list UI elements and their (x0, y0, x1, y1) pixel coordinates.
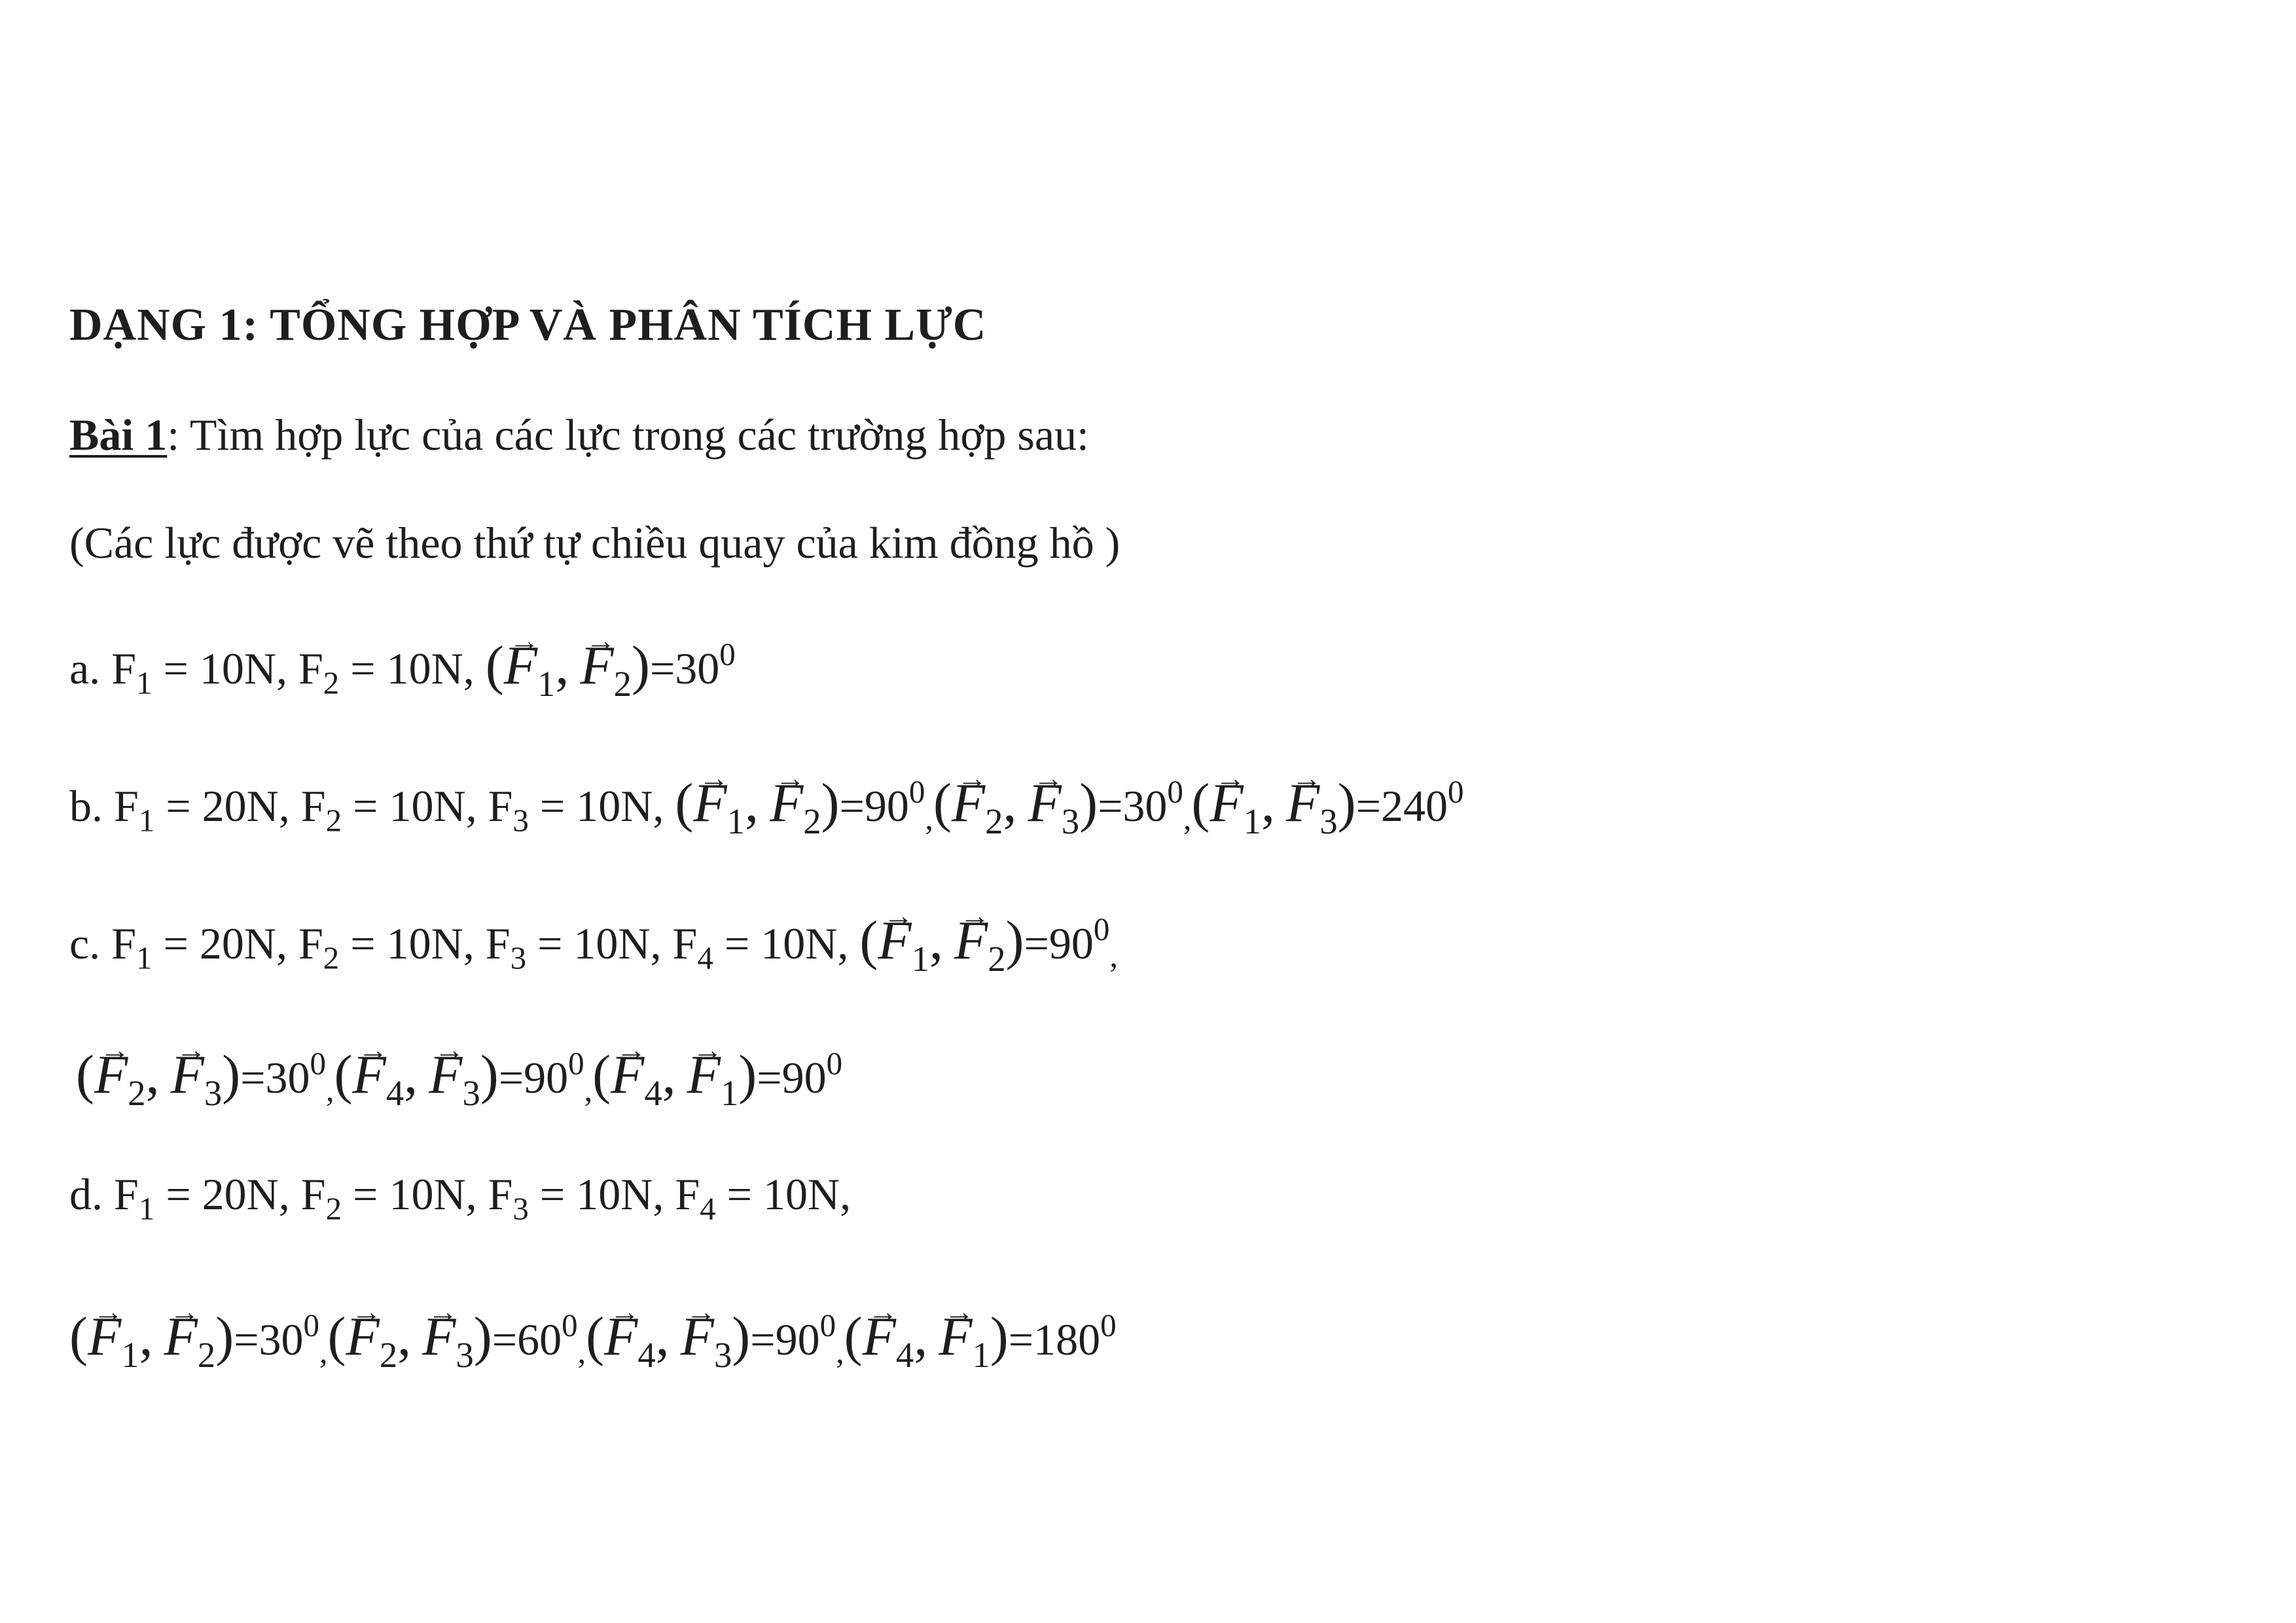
force-value: 10N (389, 1169, 466, 1219)
force-value: 20N (199, 919, 276, 968)
degree-mark: 0 (826, 1045, 843, 1082)
item-d (69, 1169, 852, 1227)
force-vector: → $F_2$ (954, 913, 1006, 977)
force-index: 3 (512, 1190, 529, 1227)
comma: , (326, 1071, 334, 1108)
comma: , (278, 1169, 290, 1219)
force-symbol: F (485, 919, 511, 968)
vector-comma: , (655, 1306, 670, 1367)
force-vector: → $F_1$ (878, 913, 929, 977)
force-value: 10N (761, 919, 838, 968)
force-vector: → $F_1$ (88, 1309, 139, 1374)
degree-mark: 0 (568, 1045, 584, 1082)
equals-sign: = (750, 1315, 776, 1364)
angle-value: 240 (1380, 781, 1448, 831)
vector-comma: , (662, 1044, 676, 1105)
vector-index: 2 (803, 801, 821, 842)
vector-index: 3 (462, 1073, 480, 1114)
force-vector: → $F_4$ (604, 1309, 656, 1374)
force-vector: → $F_2$ (346, 1309, 398, 1374)
equals-sign: = (539, 1169, 565, 1219)
exercise-prompt (69, 410, 1089, 460)
open-paren: ( (859, 910, 878, 971)
degree-mark: 0 (819, 1307, 836, 1343)
open-paren: ( (76, 1044, 94, 1105)
force-value: 10N (386, 919, 463, 968)
force-symbol: F (300, 781, 326, 831)
force-vector: → $F_2$ (580, 638, 632, 702)
force-index: 1 (138, 802, 155, 839)
close-paren: ) (821, 773, 840, 833)
open-paren: ( (1191, 773, 1210, 833)
angle-value: 90 (781, 1053, 827, 1103)
open-paren: ( (69, 1306, 88, 1367)
angle-pair (1191, 773, 1464, 842)
close-paren: ) (1079, 773, 1098, 833)
comma: , (577, 1333, 586, 1370)
force-symbol: F (672, 919, 698, 968)
vector-index: 1 (720, 1073, 739, 1114)
item-prefix: a. (69, 644, 101, 693)
vector-index: 4 (644, 1073, 662, 1114)
force-vector: → $F_2$ (952, 776, 1003, 840)
force-vector: → $F_4$ (353, 1048, 404, 1112)
angle-value: 30 (1122, 781, 1168, 831)
vector-comma: , (1261, 773, 1275, 833)
degree-mark: 0 (562, 1307, 578, 1343)
close-paren: ) (738, 1044, 757, 1105)
degree-mark: 0 (719, 636, 736, 672)
vector-comma: , (914, 1306, 928, 1367)
vector-index: 2 (379, 1335, 398, 1376)
force-symbol: F (488, 781, 513, 831)
degree-mark: 0 (1100, 1307, 1117, 1343)
force-index: 3 (512, 802, 529, 839)
equals-sign: = (353, 1169, 378, 1219)
equals-sign: = (163, 919, 188, 968)
force-index: 1 (136, 665, 152, 701)
vector-index: 2 (988, 939, 1006, 979)
force-vector: → $F_1$ (939, 1309, 990, 1374)
close-paren: ) (631, 635, 650, 696)
exercise-label: Bài 1 (69, 410, 168, 460)
vector-comma: , (404, 1044, 418, 1105)
vector-index: 3 (1061, 801, 1080, 842)
force-vector: → $F_2$ (164, 1309, 216, 1374)
open-paren: ( (675, 773, 694, 833)
open-paren: ( (327, 1306, 346, 1367)
force-index: 4 (700, 1190, 716, 1227)
item-b (69, 773, 1464, 842)
force-symbol: F (488, 1169, 513, 1219)
vector-comma: , (139, 1306, 153, 1367)
vector-comma: , (145, 1044, 160, 1105)
angle-value: 30 (259, 1315, 304, 1364)
item-c (69, 910, 1118, 979)
force-value: 10N (199, 644, 276, 693)
equals-sign: = (1098, 781, 1123, 831)
angle-pair (327, 1306, 578, 1376)
force-vector: → $F_4$ (863, 1309, 914, 1374)
comma: , (463, 644, 475, 693)
angle-value: 90 (775, 1315, 820, 1364)
comma: , (653, 781, 664, 831)
comma: , (278, 781, 290, 831)
comma: , (840, 1169, 852, 1219)
comma: , (276, 919, 287, 968)
comma: , (650, 919, 662, 968)
item-prefix: b. (69, 781, 103, 831)
degree-mark: 0 (1447, 773, 1464, 810)
force-symbol: F (300, 1169, 326, 1219)
close-paren: ) (990, 1306, 1009, 1367)
equals-sign: = (350, 644, 376, 693)
equals-sign: = (166, 1169, 191, 1219)
vector-index: 2 (985, 801, 1003, 842)
force-vector: → $F_3$ (1028, 776, 1079, 840)
force-value: 20N (202, 781, 279, 831)
force-value: 10N (576, 781, 653, 831)
vector-index: 2 (128, 1073, 146, 1114)
force-vector: → $F_4$ (611, 1048, 662, 1112)
force-vector: → $F_3$ (429, 1048, 480, 1112)
equals-sign: = (1008, 1315, 1034, 1364)
equals-sign: = (234, 1315, 259, 1364)
force-symbol: F (111, 919, 137, 968)
vector-index: 4 (895, 1335, 914, 1376)
force-vector: → $F_2$ (770, 776, 821, 840)
equals-sign: = (726, 1169, 753, 1219)
force-vector: → $F_3$ (422, 1309, 474, 1374)
angle-pair (586, 1306, 836, 1376)
equals-sign: = (166, 781, 191, 831)
comma: , (276, 644, 287, 693)
force-symbol: F (111, 644, 137, 693)
vector-comma: , (397, 1306, 412, 1367)
force-symbol: F (114, 781, 139, 831)
open-paren: ( (592, 1044, 611, 1105)
comma: , (584, 1071, 593, 1108)
exercise-prompt-text: : Tìm hợp lực của các lực trong các trường hợp sau: (167, 410, 1089, 460)
force-value: 10N (763, 1169, 840, 1219)
force-symbol: F (114, 1169, 139, 1219)
angle-pair (859, 910, 1110, 979)
angle-pair (334, 1044, 584, 1114)
vector-index: 1 (911, 939, 929, 979)
section-heading: DẠNG 1: TỔNG HỢP VÀ PHÂN TÍCH LỰC (69, 300, 987, 350)
vector-index: 1 (121, 1335, 139, 1376)
vector-comma: , (744, 773, 759, 833)
vector-comma: , (555, 635, 569, 696)
vector-index: 3 (1319, 801, 1338, 842)
close-paren: ) (480, 1044, 499, 1105)
angle-pair (76, 1044, 327, 1114)
equals-sign: = (839, 781, 865, 831)
angle-pair (592, 1044, 843, 1114)
vector-index: 3 (713, 1335, 732, 1376)
open-paren: ( (334, 1044, 353, 1105)
angle-value: 30 (265, 1053, 310, 1103)
comma: , (653, 1169, 664, 1219)
force-value: 10N (386, 644, 463, 693)
open-paren: ( (586, 1306, 605, 1367)
angle-value: 90 (524, 1053, 569, 1103)
force-vector: → $F_1$ (504, 638, 556, 702)
vector-index: 4 (386, 1073, 404, 1114)
vector-comma: , (929, 910, 943, 971)
comma: , (925, 799, 933, 837)
force-vector: → $F_3$ (171, 1048, 223, 1112)
comma: , (836, 1333, 844, 1370)
angle-pair (933, 773, 1183, 842)
close-paren: ) (473, 1306, 492, 1367)
vector-index: 2 (197, 1335, 216, 1376)
equals-sign: = (1355, 781, 1381, 831)
angle-pair (675, 773, 925, 842)
force-symbol: F (675, 1169, 700, 1219)
open-paren: ( (844, 1306, 863, 1367)
force-vector: → $F_1$ (693, 776, 745, 840)
equals-sign: = (492, 1315, 518, 1364)
item-prefix: d. (69, 1169, 103, 1219)
open-paren: ( (485, 635, 504, 696)
item-prefix: c. (69, 919, 101, 968)
comma: , (465, 781, 477, 831)
close-paren: ) (1337, 773, 1356, 833)
angle-value: 60 (517, 1315, 562, 1364)
degree-mark: 0 (908, 773, 925, 810)
comma: , (319, 1333, 328, 1370)
close-paren: ) (222, 1044, 241, 1105)
angle-value: 180 (1033, 1315, 1101, 1364)
force-vector: → $F_3$ (681, 1309, 732, 1374)
angle-value: 90 (1049, 919, 1094, 968)
item-c-continued (76, 1044, 843, 1114)
force-index: 2 (325, 802, 342, 839)
equals-sign: = (757, 1053, 782, 1103)
equals-sign: = (353, 781, 378, 831)
equals-sign: = (649, 644, 675, 693)
equals-sign: = (163, 644, 188, 693)
force-value: 10N (576, 1169, 653, 1219)
angle-pair (844, 1306, 1117, 1376)
open-paren: ( (933, 773, 952, 833)
equals-sign: = (498, 1053, 524, 1103)
equals-sign: = (724, 919, 750, 968)
item-d-continued (69, 1306, 1117, 1376)
vector-index: 2 (613, 664, 632, 704)
force-index: 2 (325, 1190, 342, 1227)
degree-mark: 0 (1093, 911, 1110, 947)
equals-sign: = (350, 919, 376, 968)
close-paren: ) (732, 1306, 751, 1367)
equals-sign: = (1024, 919, 1049, 968)
force-index: 4 (697, 939, 713, 976)
force-value: 10N (573, 919, 651, 968)
item-a (69, 635, 736, 704)
force-vector: → $F_3$ (1286, 776, 1338, 840)
force-index: 3 (510, 939, 527, 976)
force-index: 1 (136, 939, 152, 976)
force-index: 2 (323, 939, 340, 976)
close-paren: ) (1005, 910, 1024, 971)
force-symbol: F (298, 919, 323, 968)
vector-index: 3 (204, 1073, 223, 1114)
vector-index: 4 (637, 1335, 656, 1376)
vector-index: 1 (726, 801, 745, 842)
equals-sign: = (240, 1053, 266, 1103)
angle-value: 90 (864, 781, 909, 831)
force-vector: → $F_1$ (687, 1048, 739, 1112)
angle-pair (69, 1306, 320, 1376)
degree-mark: 0 (310, 1045, 327, 1082)
comma: , (837, 919, 849, 968)
degree-mark: 0 (1167, 773, 1183, 810)
force-vector: → $F_2$ (94, 1048, 146, 1112)
force-vector: → $F_1$ (1210, 776, 1261, 840)
close-paren: ) (215, 1306, 234, 1367)
force-index: 1 (138, 1190, 155, 1227)
comma: , (1109, 937, 1118, 974)
exercise-note: (Các lực được vẽ theo thứ tự chiều quay của kim đồng hồ ) (69, 518, 1121, 568)
vector-index: 1 (1243, 801, 1261, 842)
vector-comma: , (1003, 773, 1017, 833)
force-index: 2 (323, 665, 340, 701)
comma: , (1183, 799, 1192, 837)
force-value: 20N (202, 1169, 279, 1219)
force-value: 10N (389, 781, 466, 831)
angle-value: 30 (675, 644, 720, 693)
vector-index: 1 (972, 1335, 990, 1376)
comma: , (465, 1169, 477, 1219)
vector-index: 3 (456, 1335, 474, 1376)
degree-mark: 0 (303, 1307, 320, 1343)
comma: , (463, 919, 475, 968)
vector-index: 1 (537, 664, 556, 704)
equals-sign: = (539, 781, 565, 831)
angle-pair (485, 635, 736, 704)
force-symbol: F (298, 644, 323, 693)
equals-sign: = (537, 919, 563, 968)
